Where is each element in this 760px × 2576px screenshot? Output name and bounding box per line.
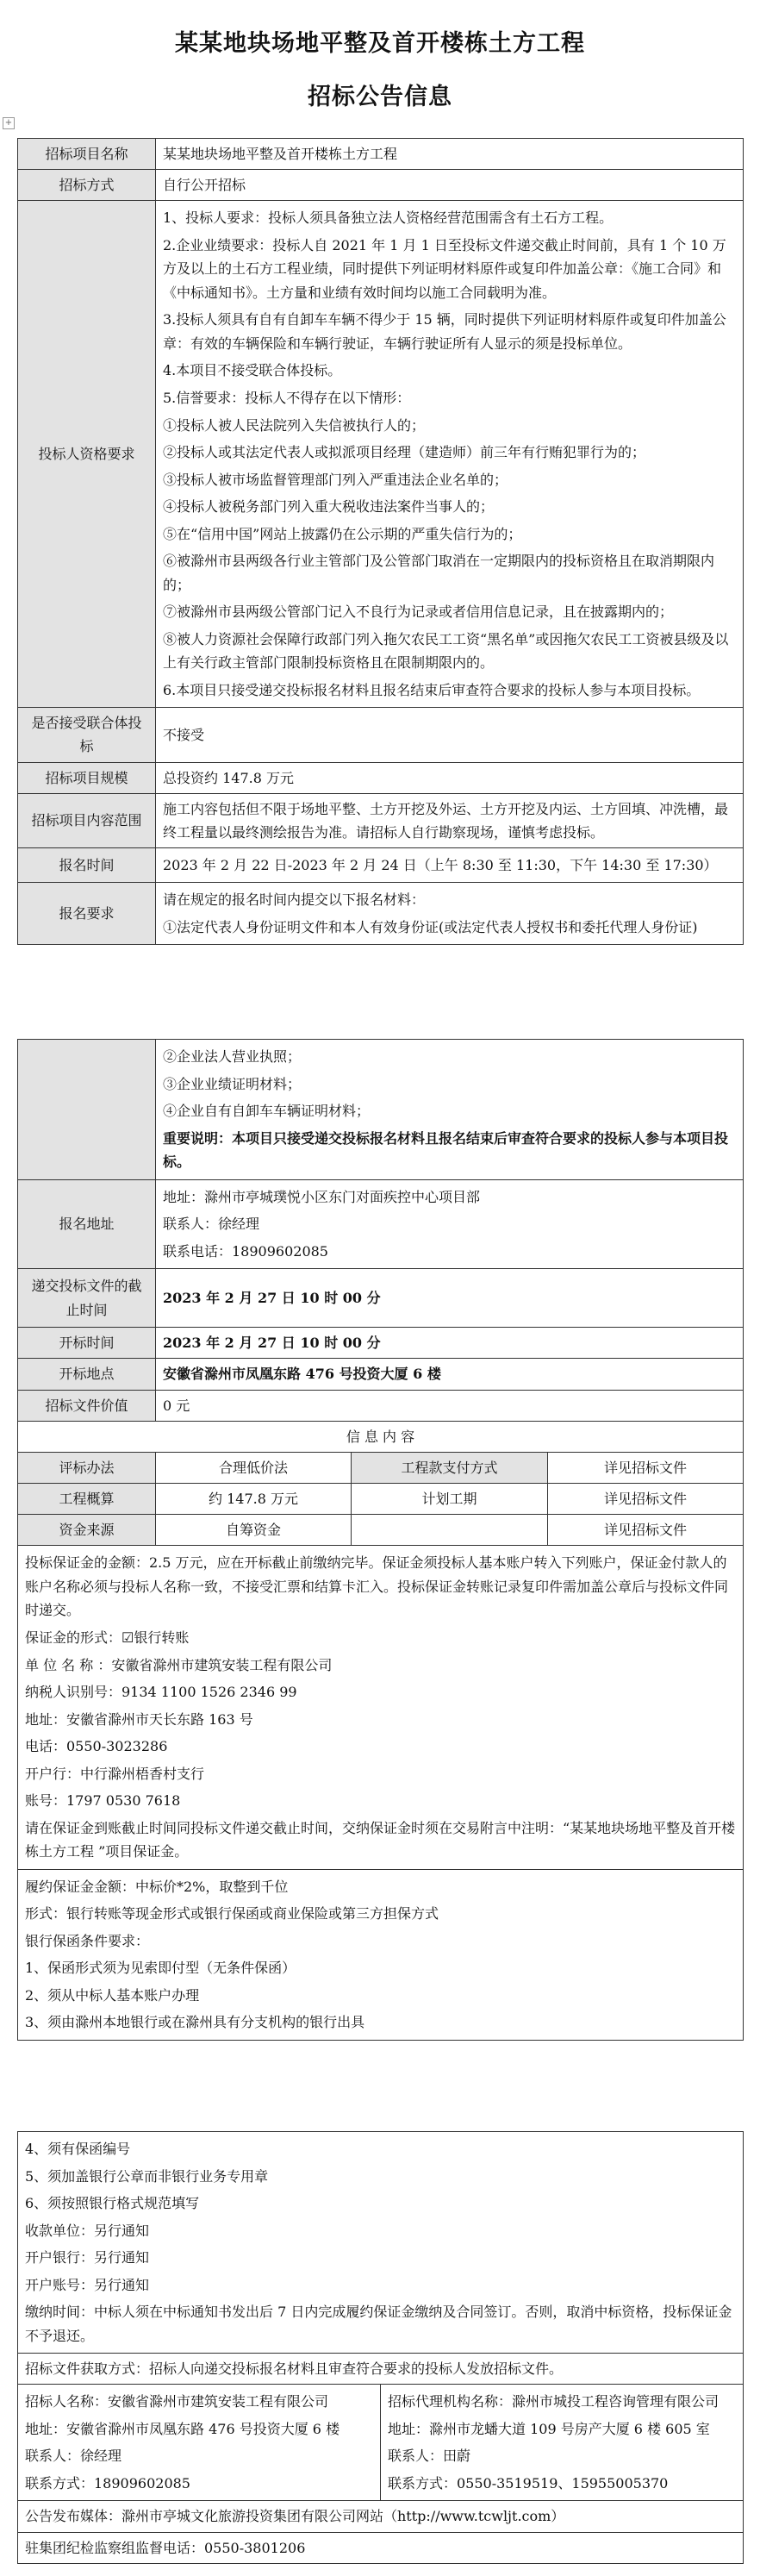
- deposit-section: [18, 1546, 744, 1869]
- qualification-line: ⑧被人力资源社会保障行政部门列入拖欠农民工工资“黑名单”或因拖欠农民工工资被县级及以上有关行政主管部门限制投标资格且在限制期限内的。: [163, 630, 729, 672]
- deposit-line: 开户行：中行滁州梧香村支行: [25, 1765, 205, 1782]
- qualification-line: 2.企业业绩要求：投标人自 2021 年 1 月 1 日至投标文件递交截止时间前，具有 1 个 10 万方及以上的土石方工程业绩，同时提供下列证明材料原件或复印件加盖公章：《施工合同》和《中标通知书》。土方量和业绩有效时间均以施工合同载明为准。: [163, 236, 726, 301]
- value-open-time: 2023 年 2 月 27 日 10 时 00 分: [156, 1328, 744, 1359]
- value-qualification: [156, 201, 744, 708]
- reg-req-line: ③企业业绩证明材料；: [163, 1075, 302, 1092]
- tenderer-line: 联系方式：18909602085: [25, 2474, 190, 2492]
- value-reg-addr: [156, 1179, 744, 1269]
- tenderer-line: 招标人名称：安徽省滁州市建筑安装工程有限公司: [25, 2393, 329, 2410]
- qualification-line: ②投标人或其法定代表人或拟派项目经理（建造师）前三年有行贿犯罪行为的；: [163, 444, 646, 461]
- project-info-table: [17, 138, 744, 945]
- contact-table: [17, 2131, 744, 2564]
- table-row: [18, 1546, 744, 1869]
- tenderer-line: 联系人：徐经理: [25, 2448, 122, 2465]
- label-method: 招标方式: [18, 170, 156, 201]
- value-fund-detail: 详见招标文件: [548, 1515, 744, 1546]
- reg-req-line: ④企业自有自卸车车辆证明材料；: [163, 1103, 371, 1120]
- page-subtitle: 招标公告信息: [308, 84, 452, 110]
- perf-line: 2、须从中标人基本账户办理: [25, 1986, 200, 2004]
- reg-req-line: ②企业法人营业执照；: [163, 1048, 302, 1065]
- label-reg-req: 报名要求: [18, 883, 156, 945]
- deposit-line: 保证金的形式：☑银行转账: [25, 1629, 190, 1646]
- deposit-line: 电话：0550-3023286: [25, 1738, 168, 1755]
- tenderer-info: [18, 2385, 381, 2501]
- label-fund: 资金来源: [18, 1515, 156, 1546]
- reg-addr-line: 地址：滁州市亭城璞悦小区东门对面疾控中心项目部: [163, 1188, 481, 1205]
- table-row: [18, 1515, 744, 1546]
- performance-bond-continued: [18, 2132, 744, 2354]
- qualification-line: ⑤在“信用中国”网站上披露仍在公示期的严重失信行为的；: [163, 525, 522, 542]
- value-project-name: 某某地块场地平整及首开楼栋土方工程: [156, 139, 744, 170]
- value-budget: 约 147.8 万元: [156, 1484, 352, 1515]
- value-eval: 合理低价法: [156, 1452, 352, 1483]
- value-fund: 自筹资金: [156, 1515, 352, 1546]
- reg-addr-line: 联系人：徐经理: [163, 1216, 260, 1233]
- label-reg-time: 报名时间: [18, 848, 156, 883]
- table-row: [18, 1452, 744, 1483]
- reg-req-line: 请在规定的报名时间内提交以下报名材料：: [163, 891, 426, 909]
- value-reg-req: [156, 883, 744, 945]
- label-reg-addr: 报名地址: [18, 1179, 156, 1269]
- table-row: [18, 708, 744, 762]
- value-scale: 总投资约 147.8 万元: [156, 762, 744, 793]
- label-consortium: 是否接受联合体投标: [18, 708, 156, 762]
- label-doc-price: 招标文件价值: [18, 1390, 156, 1421]
- qualification-line: 1、投标人要求：投标人须具备独立法人资格经营范围需含有土石方工程。: [163, 209, 614, 227]
- label-eval: 评标办法: [18, 1452, 156, 1483]
- deposit-line: 账号：1797 0530 7618: [25, 1792, 181, 1810]
- deposit-line: 地址：安徽省滁州市天长东路 163 号: [25, 1710, 253, 1728]
- doc-obtain: 招标文件获取方式：招标人向递交投标报名材料且审查符合要求的投标人发放招标文件。: [18, 2354, 744, 2385]
- perf-line: 4、须有保函编号: [25, 2141, 131, 2157]
- table-row: [18, 170, 744, 201]
- deposit-line: 投标保证金的金额：2.5 万元，应在开标截止前缴纳完毕。保证金须投标人基本账户转入下列账户，保证金付款人的账户名称必须与投标人名称一致，不接受汇票和结算卡汇入。投标保证金转账记录复印件需加盖公章后与投标文件同时递交。: [25, 1554, 729, 1619]
- qualification-line: 3.投标人须具有自有自卸车车辆不得少于 15 辆，同时提供下列证明材料原件或复印件加盖公章：有效的车辆保险和车辆行驶证，车辆行驶证所有人显示的须是投标单位。: [163, 311, 726, 352]
- label-scale: 招标项目规模: [18, 762, 156, 793]
- table-row: [18, 762, 744, 793]
- perf-line: 6、须按照银行格式规范填写: [25, 2195, 200, 2212]
- qualification-line: ③投标人被市场监督管理部门列入严重违法企业名单的；: [163, 471, 508, 488]
- agency-line: 联系人：田蔚: [388, 2448, 471, 2465]
- perf-line: 开户账号：另行通知: [25, 2276, 150, 2293]
- value-pay-method: 详见招标文件: [548, 1452, 744, 1483]
- label-open-place: 开标地点: [18, 1359, 156, 1390]
- agency-line: 地址：滁州市龙蟠大道 109 号房产大厦 6 楼 605 室: [388, 2420, 710, 2437]
- label-qualification: 投标人资格要求: [18, 201, 156, 708]
- perf-line: 形式：银行转账等现金形式或银行保函或商业保险或第三方担保方式: [25, 1905, 439, 1923]
- label-period: 计划工期: [352, 1484, 548, 1515]
- table-row: [18, 1269, 744, 1328]
- value-reg-req-continued: [156, 1040, 744, 1180]
- perf-line: 3、须由滁州本地银行或在滁州具有分支机构的银行出具: [25, 2014, 365, 2031]
- qualification-line: ④投标人被税务部门列入重大税收违法案件当事人的；: [163, 498, 495, 516]
- table-row: [18, 1328, 744, 1359]
- table-row: [18, 1421, 744, 1452]
- tenderer-line: 地址：安徽省滁州市凤凰东路 476 号投资大厦 6 楼: [25, 2420, 340, 2437]
- label-project-name: 招标项目名称: [18, 139, 156, 170]
- reg-req-important: 重要说明：本项目只接受递交投标报名材料且报名结束后审查符合要求的投标人参与本项目投标。: [163, 1129, 729, 1171]
- performance-bond-section: [18, 1869, 744, 2040]
- qualification-line: ①投标人被人民法院列入失信被执行人的；: [163, 416, 426, 434]
- deposit-line: 请在保证金到账截止时间同投标文件递交截止时间，交纳保证金时须在交易附言中注明：“某某地块场地平整及首开楼栋土方工程 ”项目保证金。: [25, 1819, 736, 1860]
- table-row: [18, 201, 744, 708]
- info-section-header: 信 息 内 容: [18, 1421, 744, 1452]
- value-deadline: 2023 年 2 月 27 日 10 时 00 分: [156, 1269, 744, 1328]
- qualification-line: ⑦被滁州市县两级公管部门记入不良行为记录或者信用信息记录，且在披露期内的；: [163, 603, 674, 621]
- agency-line: 招标代理机构名称：滁州市城投工程咨询管理有限公司: [388, 2393, 720, 2410]
- table-row: [18, 793, 744, 847]
- reg-req-line: ①法定代表人身份证明文件和本人有效身份证(或法定代表人授权书和委托代理人身份证): [163, 918, 698, 935]
- qualification-line: 5.信誉要求：投标人不得存在以下情形：: [163, 389, 411, 406]
- label-pay-method: 工程款支付方式: [352, 1452, 548, 1483]
- perf-line: 5、须加盖银行公章而非银行业务专用章: [25, 2167, 269, 2185]
- perf-line: 收款单位：另行通知: [25, 2222, 150, 2239]
- value-doc-price: 0 元: [156, 1390, 744, 1421]
- table-row: [18, 2385, 744, 2501]
- table-move-handle[interactable]: +: [3, 117, 15, 129]
- perf-line: 银行保函条件要求：: [25, 1932, 150, 1949]
- qualification-line: ⑥被滁州市县两级各行业主管部门及公管部门取消在一定期限内的投标资格且在取消期限内的；: [163, 553, 715, 593]
- value-method: 自行公开招标: [156, 170, 744, 201]
- label-scope: 招标项目内容范围: [18, 793, 156, 847]
- table-row: [18, 883, 744, 945]
- publish-media: 公告发布媒体：滁州市亭城文化旅游投资集团有限公司网站（http://www.tcwljt.com）: [18, 2501, 744, 2532]
- label-deadline: 递交投标文件的截止时间: [18, 1269, 156, 1328]
- value-consortium: 不接受: [156, 708, 744, 762]
- agency-info: [381, 2385, 744, 2501]
- label-empty: [18, 1040, 156, 1180]
- deposit-line: 单 位 名 称 ：安徽省滁州市建筑安装工程有限公司: [25, 1656, 333, 1673]
- table-row: [18, 1040, 744, 1180]
- perf-line: 履约保证金金额：中标价*2%，取整到千位: [25, 1878, 289, 1895]
- qualification-line: 4.本项目不接受联合体投标。: [163, 362, 342, 379]
- perf-line: 缴纳时间：中标人须在中标通知书发出后 7 日内完成履约保证金缴纳及合同签订。否则，取消中标资格，投标保证金不予退还。: [25, 2304, 732, 2344]
- value-reg-time: 2023 年 2 月 22 日-2023 年 2 月 24 日（上午 8:30 至 11:30，下午 14:30 至 17:30）: [156, 848, 744, 883]
- reg-addr-line: 联系电话：18909602085: [163, 1242, 328, 1260]
- table-row: [18, 1484, 744, 1515]
- table-row: [18, 2354, 744, 2385]
- table-row: [18, 1390, 744, 1421]
- qualification-line: 6.本项目只接受递交投标报名材料且报名结束后审查符合要求的投标人参与本项目投标。: [163, 681, 701, 698]
- deposit-line: 纳税人识别号：9134 1100 1526 2346 99: [25, 1684, 297, 1701]
- table-row: [18, 848, 744, 883]
- value-empty: [352, 1515, 548, 1546]
- value-open-place: 安徽省滁州市凤凰东路 476 号投资大厦 6 楼: [156, 1359, 744, 1390]
- value-scope: 施工内容包括但不限于场地平整、土方开挖及外运、土方开挖及内运、土方回填、冲洗槽，最终工程量以最终测绘报告为准。请招标人自行勘察现场，谨慎考虑投标。: [156, 793, 744, 847]
- table-row: [18, 1179, 744, 1269]
- table-row: [18, 1359, 744, 1390]
- table-row: [18, 1869, 744, 2040]
- perf-line: 开户银行：另行通知: [25, 2249, 150, 2267]
- table-row: [18, 2501, 744, 2532]
- value-period: 详见招标文件: [548, 1484, 744, 1515]
- agency-line: 联系方式：0550-3519519、15955005370: [388, 2474, 669, 2492]
- table-row: [18, 139, 744, 170]
- table-row: [18, 2132, 744, 2354]
- label-budget: 工程概算: [18, 1484, 156, 1515]
- page-title: 某某地块场地平整及首开楼栋土方工程: [175, 30, 585, 57]
- perf-line: 1、保函形式须为见索即付型（无条件保函）: [25, 1960, 296, 1977]
- registration-table: [17, 1039, 744, 2041]
- supervision-phone: 驻集团纪检监察组监督电话：0550-3801206: [18, 2532, 744, 2563]
- label-open-time: 开标时间: [18, 1328, 156, 1359]
- table-row: [18, 2532, 744, 2563]
